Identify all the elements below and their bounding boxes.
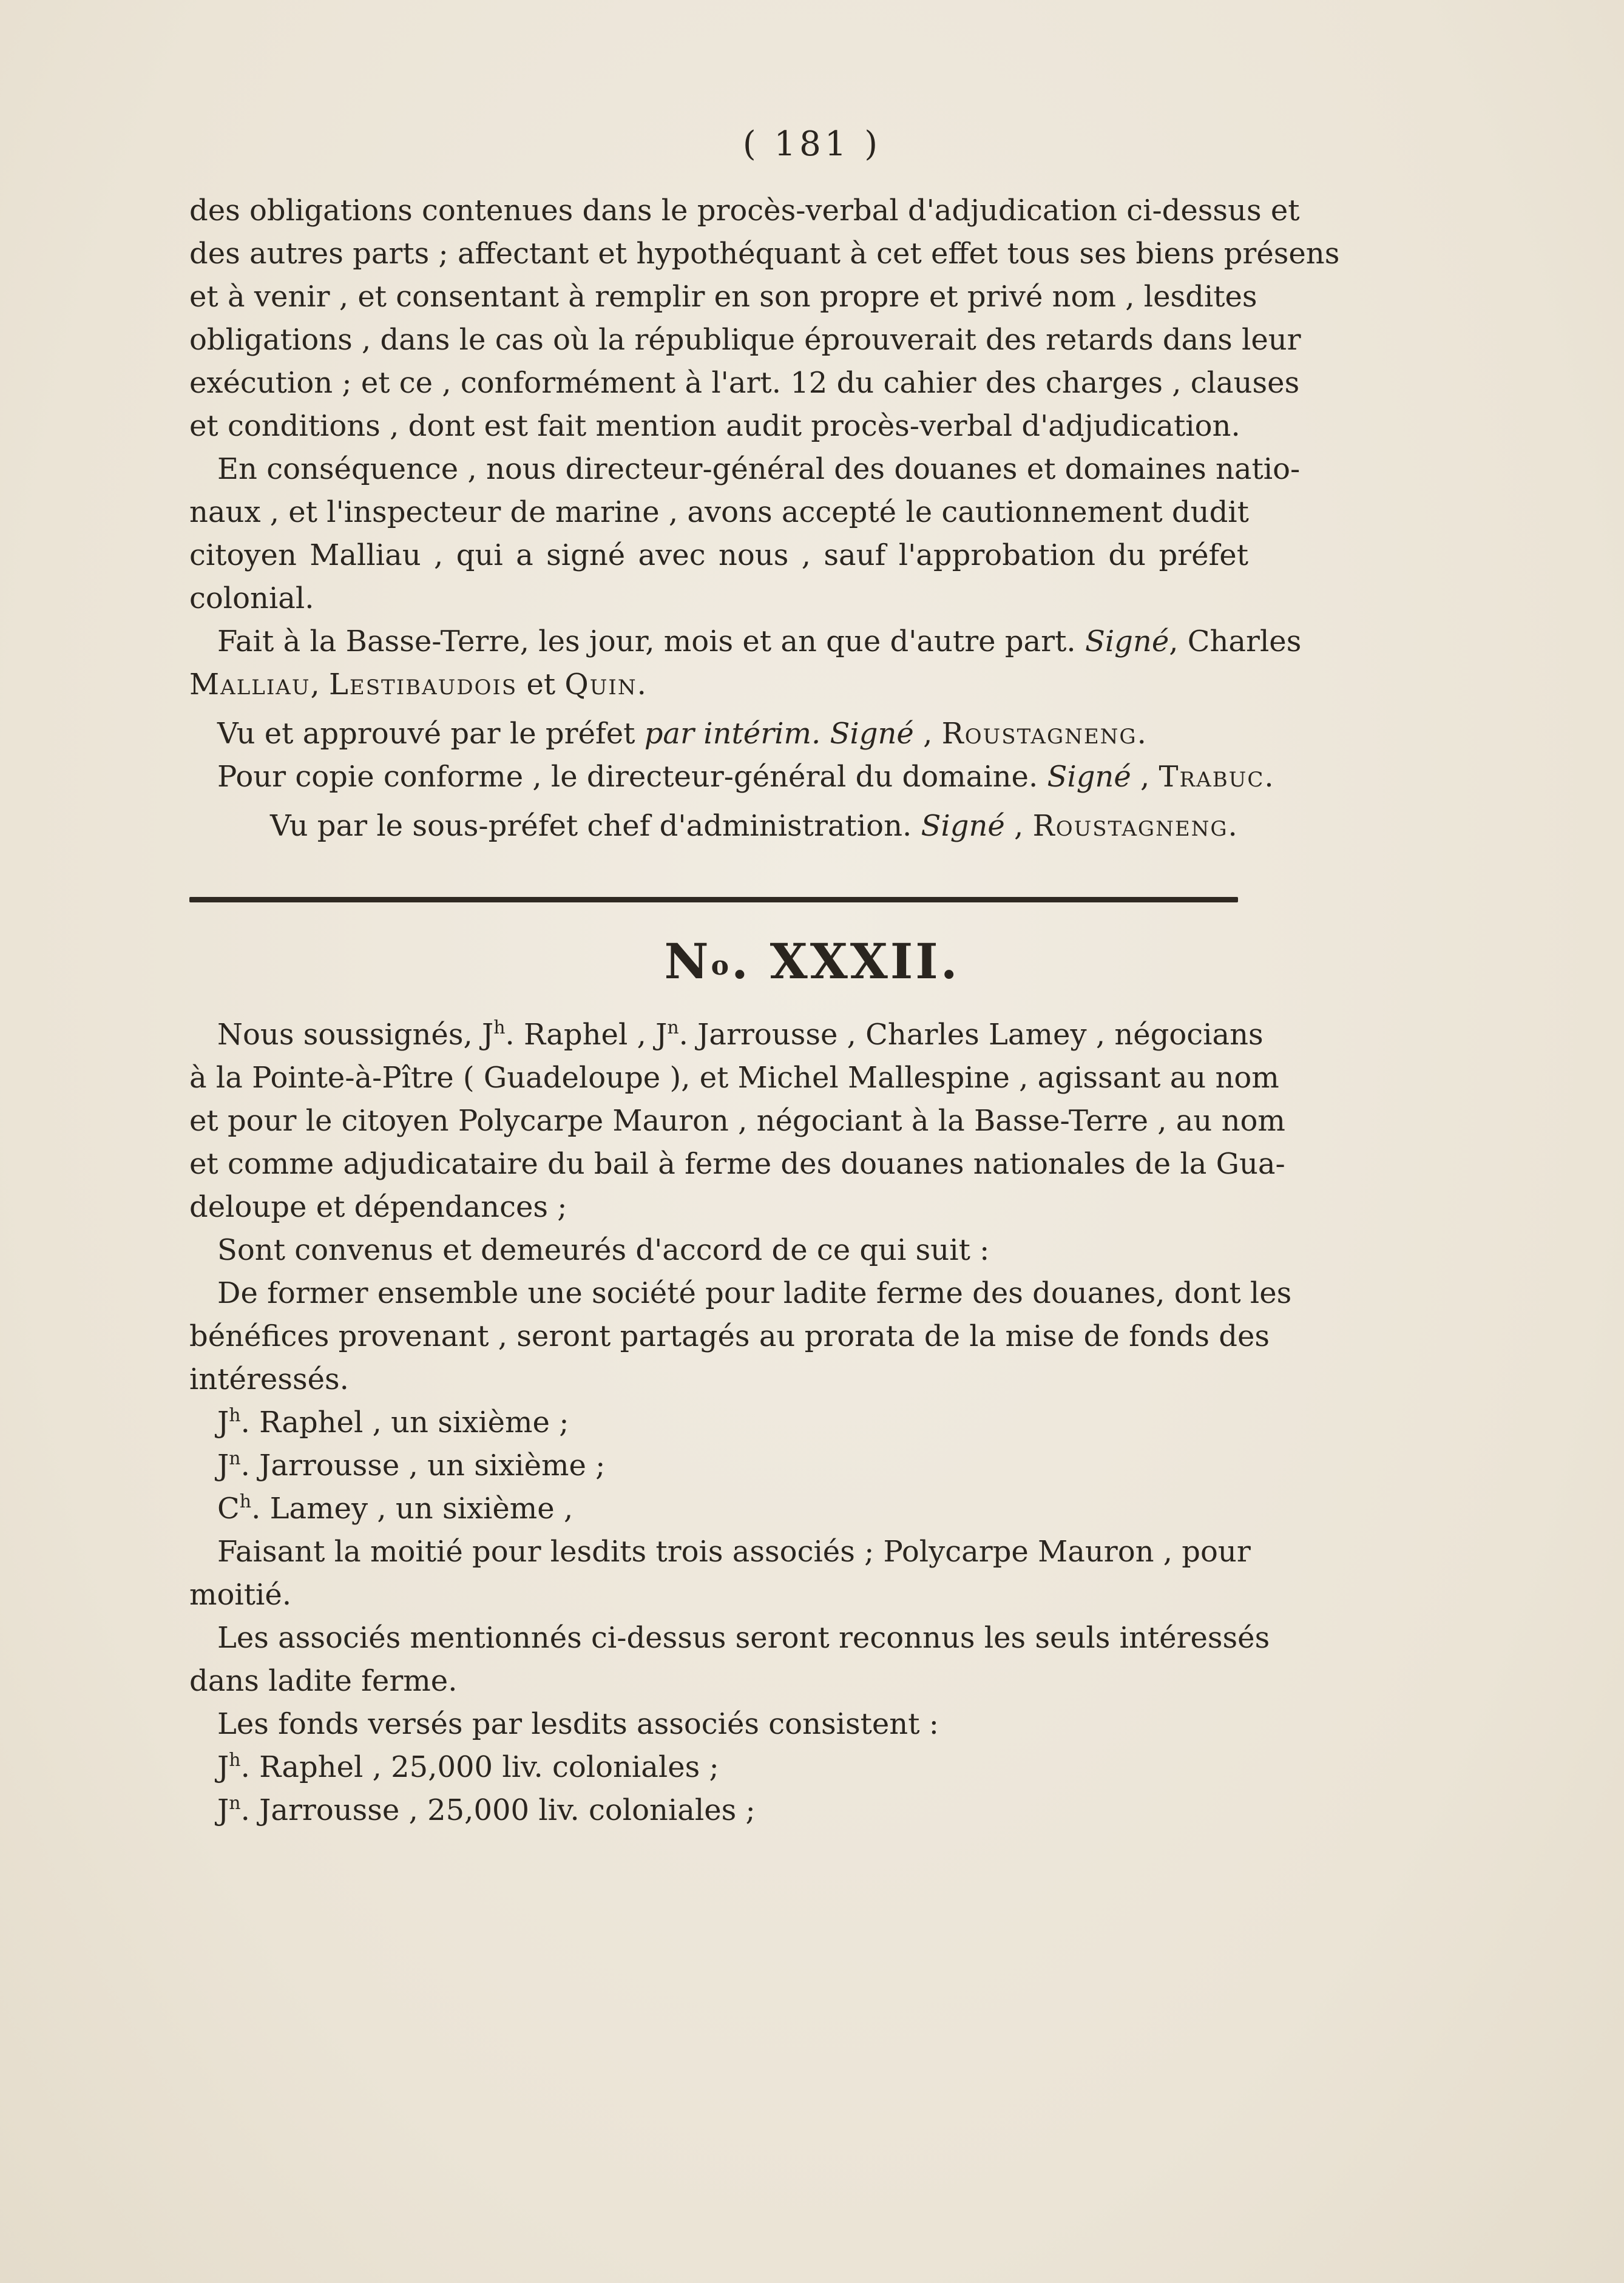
text-line: colonial. [189,581,314,615]
share-item: $J^n$. Jarrousse , un sixième ; [217,1448,606,1483]
signer-malliau: Malliau [189,668,311,702]
text-line: En conséquence , nous directeur-général des douanes et domaines natio- [217,452,1301,486]
text-line: citoyen Malliau , qui a signé avec nous , sauf l'approbation du préfet [189,538,1248,572]
fund-item: $J^n$. Jarrousse , 25,000 liv. coloniales ; [217,1793,756,1827]
section-2-body [189,1013,1292,1832]
text-line: naux , et l'inspecteur de marine , avons accepté le cautionnement dudit [189,495,1249,529]
fait-line: Fait à la Basse-Terre, les jour, mois et an que d'autre part. Signé, Charles [217,624,1302,658]
text-line: dans ladite ferme. [189,1664,458,1698]
copie-line: Pour copie conforme , le directeur-général du domaine. Signé , Trabuc. [217,760,1275,794]
signe-label: Signé [1084,624,1169,658]
section-1-body [189,189,1340,848]
par-interim: par intérim. [644,717,821,751]
vu-prefet-line: Vu et approuvé par le préfet par intérim. Signé , Roustagneng. [217,717,1148,751]
text-line: et pour le citoyen Polycarpe Mauron , négociant à la Basse-Terre , au nom [189,1104,1285,1138]
signer-roustagneng: Roustagneng. [1032,809,1239,843]
text-line: des obligations contenues dans le procès-verbal d'adjudication ci-dessus et [189,194,1300,228]
section-divider [189,897,1238,902]
page-number: ( 181 ) [742,124,882,164]
vu-sous-prefet-line: Vu par le sous-préfet chef d'administration. Signé , Roustagneng. [270,809,1239,843]
text-line: Faisant la moitié pour lesdits trois associés ; Polycarpe Mauron , pour [217,1535,1251,1569]
signer-name: Charles [1187,624,1302,658]
text-line: obligations , dans le cas où la république éprouverait des retards dans leur [189,323,1301,357]
signe-label: Signé [830,717,914,751]
signer-trabuc: Trabuc. [1159,760,1275,794]
text-line: des autres parts ; affectant et hypothéquant à cet effet tous ses biens présens [189,237,1340,271]
text-line: intéressés. [189,1362,349,1396]
fait-text: Fait à la Basse-Terre, les jour, mois et an que d'autre part. [217,624,1076,658]
text-line: exécution ; et ce , conformément à l'art. 12 du cahier des charges , clauses [189,366,1300,400]
fund-item: $J^h$. Raphel , 25,000 liv. coloniales ; [217,1750,719,1784]
section-heading: $N^o$. XXXII. [664,933,960,990]
signe-label: Signé [921,809,1005,843]
text-line: deloupe et dépendances ; [189,1190,567,1224]
text-line: à la Pointe-à-Pître ( Guadeloupe ), et Michel Mallespine , agissant au nom [189,1061,1279,1095]
text-line: moitié. [189,1578,292,1612]
text-line: Les fonds versés par lesdits associés consistent : [217,1707,939,1741]
text-line: et à venir , et consentant à remplir en son propre et privé nom , lesdites [189,280,1257,314]
signatories-line: Malliau, Lestibaudois et Quin. [189,668,648,702]
share-item: $C^h$. Lamey , un sixième , [217,1491,573,1526]
text-line: De former ensemble une société pour ladite ferme des douanes, dont les [217,1276,1292,1310]
text-line: Les associés mentionnés ci-dessus seront reconnus les seuls intéressés [217,1621,1270,1655]
signer-lestibaudois: Lestibaudois [329,668,518,702]
text-line: bénéfices provenant , seront partagés au prorata de la mise de fonds des [189,1319,1270,1353]
text-line: Sont convenus et demeurés d'accord de ce qui suit : [217,1233,990,1267]
text-line: et comme adjudicataire du bail à ferme des douanes nationales de la Gua- [189,1147,1285,1181]
text-line: et conditions , dont est fait mention audit procès-verbal d'adjudication. [189,409,1240,443]
signer-quin: Quin. [564,668,648,702]
text-line: Nous soussignés, $J^h$. Raphel , $J^n$. Jarrousse , Charles Lamey , négocians [217,1017,1264,1052]
signe-label: Signé [1047,760,1131,794]
share-item: $J^h$. Raphel , un sixième ; [217,1405,569,1439]
signer-roustagneng: Roustagneng. [941,717,1148,751]
